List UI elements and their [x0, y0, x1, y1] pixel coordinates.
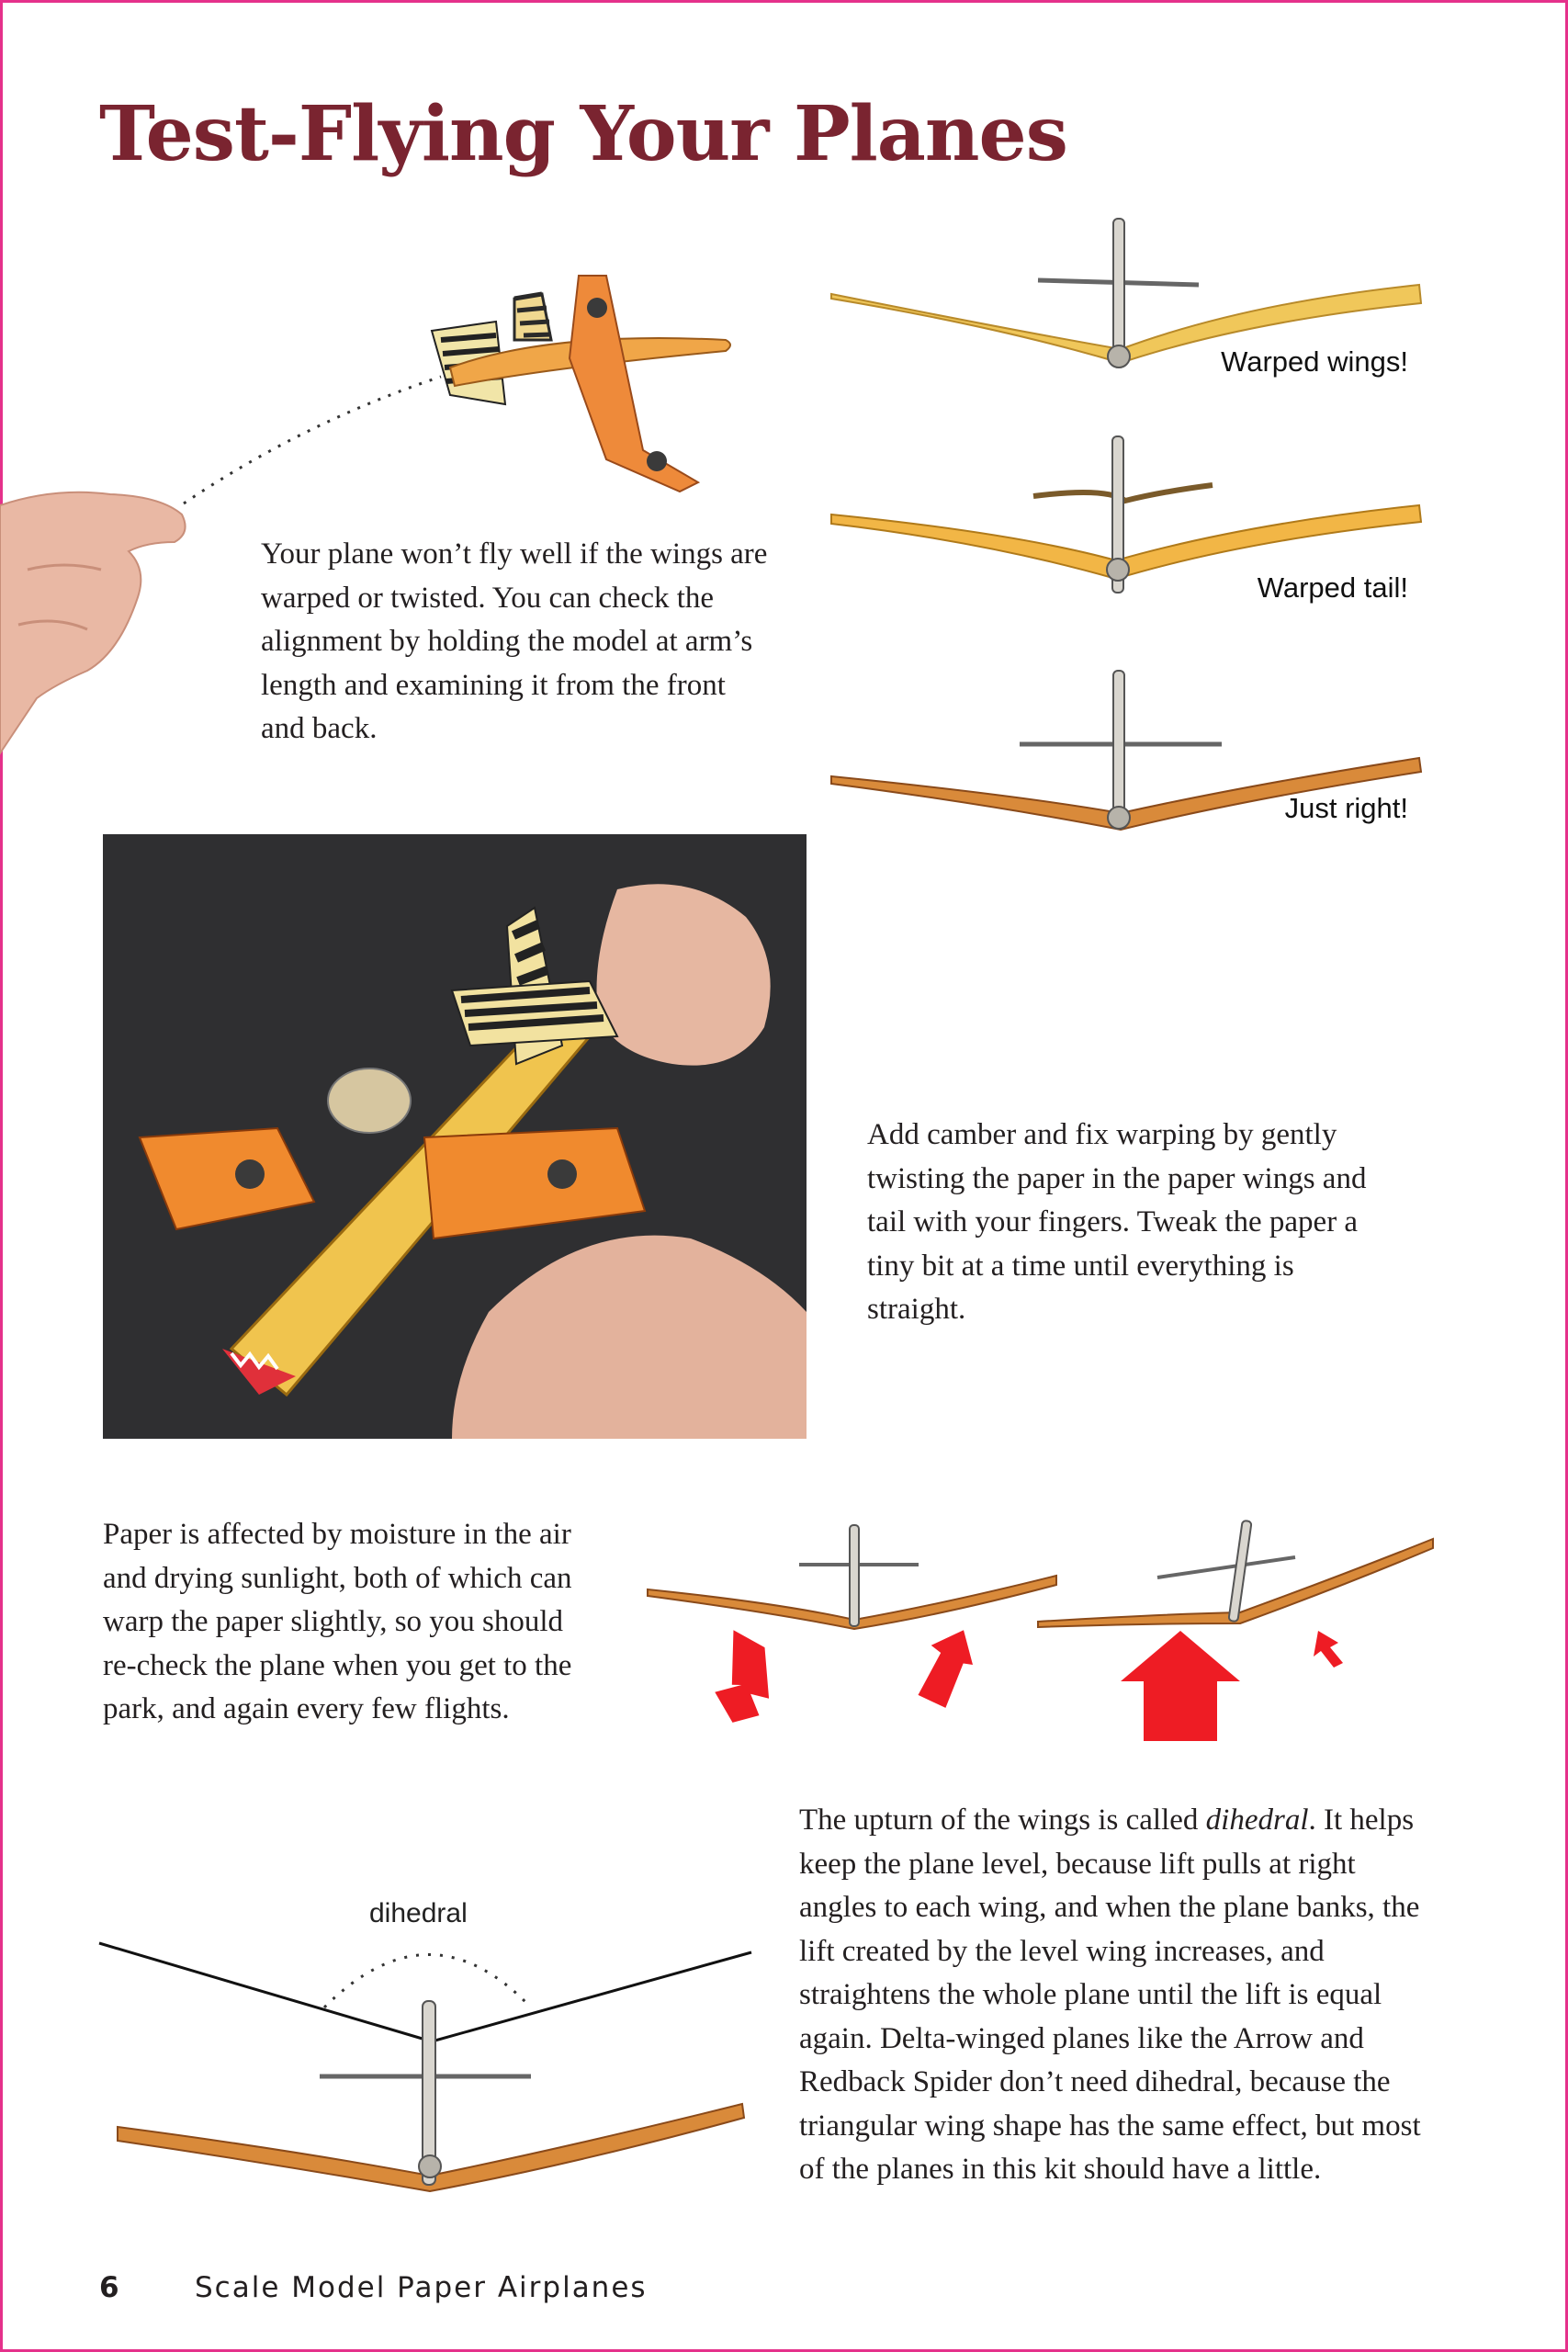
photo-illustration — [103, 834, 807, 1439]
dihedral-text-lead: The upturn of the wings is called — [799, 1804, 1206, 1837]
lift-arrows-illustration — [643, 1511, 1451, 1750]
lift-arrow — [909, 1621, 984, 1711]
lift-arrow — [1121, 1631, 1240, 1741]
paragraph-moisture: Paper is affected by moisture in the air and drying sunlight, both of which can warp the paper slightly, so you should re-check the plane when you get to the park, and again every few flights. — [103, 1518, 572, 1725]
balanced-plane — [648, 1525, 1056, 1629]
paragraph-alignment: Your plane won’t fly well if the wings are warped or twisted. You can check the alignment by holding the model at arm’s length and examining it from the front and back. — [261, 537, 768, 745]
adjusting-plane-photo — [103, 834, 807, 1439]
book-title: Scale Model Paper Airplanes — [195, 2271, 648, 2304]
page-number: 6 — [99, 2271, 119, 2304]
lift-arrow — [701, 1623, 782, 1725]
dihedral-label: dihedral — [369, 1898, 468, 1928]
flying-plane-illustration — [432, 276, 730, 492]
caption-warped-wings: Warped wings! — [1221, 345, 1408, 378]
tilted-plane — [1038, 1521, 1433, 1627]
flight-path — [184, 377, 441, 503]
paragraph-camber: Add camber and fix warping by gently twisting the paper in the paper wings and tail with your fingers. Tweak the paper a tiny bit at a time until everything is straight. — [867, 1118, 1367, 1326]
dihedral-text-rest: . It helps keep the plane level, because lift pulls at right angles to each wing, and when the plane banks, the lift created by the level wing increases, and straightens the whole plane until the lift is equal again. Delta-winged planes like the Arrow and Redback Spider don’t need dihedral, because the triangular wing shape has the same effect, but most of the planes in this kit should have a little. — [799, 1804, 1421, 2186]
lift-arrow — [1314, 1631, 1343, 1668]
caption-warped-tail: Warped tail! — [1257, 571, 1408, 604]
caption-just-right: Just right! — [1284, 792, 1408, 824]
paragraph-dihedral — [799, 1799, 1424, 2192]
dihedral-diagram — [99, 1929, 761, 2233]
page-title: Test-Flying Your Planes — [99, 90, 1067, 178]
dihedral-term: dihedral — [1205, 1804, 1309, 1837]
